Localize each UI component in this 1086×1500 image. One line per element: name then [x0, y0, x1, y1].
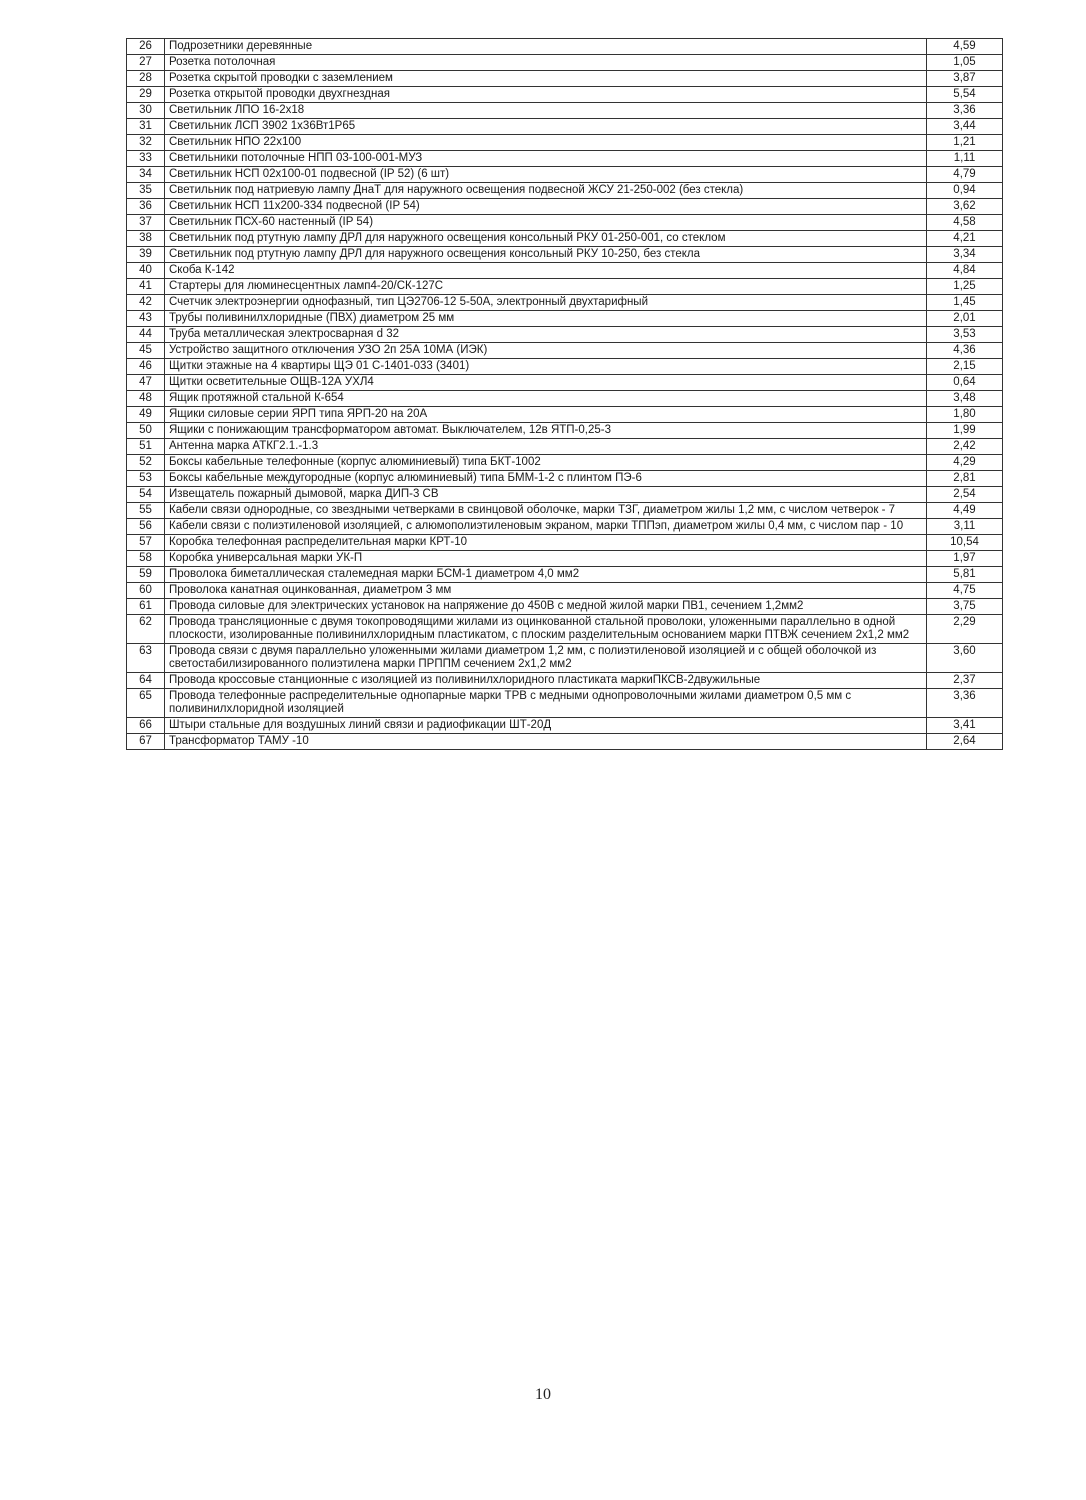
table-row: [127, 615, 1003, 644]
item-name: Розетка скрытой проводки с заземлением: [165, 71, 927, 87]
item-value: 3,11: [927, 519, 1003, 535]
table-row: [127, 599, 1003, 615]
row-number: 40: [127, 263, 165, 279]
item-value: 3,75: [927, 599, 1003, 615]
row-number: 27: [127, 55, 165, 71]
row-number: 49: [127, 407, 165, 423]
row-number: 37: [127, 215, 165, 231]
table-row: [127, 295, 1003, 311]
row-number: 51: [127, 439, 165, 455]
item-value: 2,01: [927, 311, 1003, 327]
row-number: 45: [127, 343, 165, 359]
item-name: Боксы кабельные телефонные (корпус алюминиевый) типа БКТ-1002: [165, 455, 927, 471]
item-name: Трубы поливинилхлоридные (ПВХ) диаметром 25 мм: [165, 311, 927, 327]
table-row: [127, 455, 1003, 471]
table-row: [127, 439, 1003, 455]
table-row: [127, 247, 1003, 263]
table-row: [127, 359, 1003, 375]
item-name: Трансформатор ТАМУ -10: [165, 734, 927, 750]
table-row: [127, 215, 1003, 231]
item-value: 4,21: [927, 231, 1003, 247]
table-row: [127, 423, 1003, 439]
item-name: Подрозетники деревянные: [165, 39, 927, 55]
item-name: Ящики силовые серии ЯРП типа ЯРП-20 на 20А: [165, 407, 927, 423]
materials-table: [126, 38, 1003, 750]
item-value: 0,64: [927, 375, 1003, 391]
item-name: Провода трансляционные с двумя токопроводящими жилами из оцинкованной стальной проволоки, уложенными параллельно в одной плоскости, изолированные поливинилхлоридным пластикатом, с плоским разделительным основанием марки ПТВЖ сечением 2х1,2 мм2: [165, 615, 927, 644]
table-row: [127, 734, 1003, 750]
item-value: 0,94: [927, 183, 1003, 199]
row-number: 43: [127, 311, 165, 327]
item-value: 4,49: [927, 503, 1003, 519]
item-name: Провода силовые для электрических установок на напряжение до 450В с медной жилой марки ПВ1, сечением 1,2мм2: [165, 599, 927, 615]
row-number: 36: [127, 199, 165, 215]
row-number: 28: [127, 71, 165, 87]
item-value: 1,97: [927, 551, 1003, 567]
row-number: 34: [127, 167, 165, 183]
row-number: 63: [127, 644, 165, 673]
table-row: [127, 183, 1003, 199]
row-number: 48: [127, 391, 165, 407]
table-row: [127, 673, 1003, 689]
row-number: 38: [127, 231, 165, 247]
row-number: 31: [127, 119, 165, 135]
item-name: Светильник НПО 22х100: [165, 135, 927, 151]
item-value: 2,29: [927, 615, 1003, 644]
materials-table-body: [127, 39, 1003, 750]
table-row: [127, 279, 1003, 295]
item-name: Ящик протяжной стальной К-654: [165, 391, 927, 407]
item-value: 2,54: [927, 487, 1003, 503]
item-name: Кабели связи однородные, со звездными четверками в свинцовой оболочке, марки ТЗГ, диаметром жилы 1,2 мм, с числом четверок - 7: [165, 503, 927, 519]
row-number: 65: [127, 689, 165, 718]
item-name: Ящики с понижающим трансформатором автомат. Выключателем, 12в ЯТП-0,25-3: [165, 423, 927, 439]
row-number: 60: [127, 583, 165, 599]
row-number: 64: [127, 673, 165, 689]
item-value: 3,41: [927, 718, 1003, 734]
row-number: 55: [127, 503, 165, 519]
item-name: Провода телефонные распределительные однопарные марки ТРВ с медными однопроволочными жилами диаметром 0,5 мм с поливинилхлоридной изоляцией: [165, 689, 927, 718]
item-name: Проволока канатная оцинкованная, диаметром 3 мм: [165, 583, 927, 599]
row-number: 42: [127, 295, 165, 311]
item-name: Стартеры для люминесцентных ламп4-20/СК-127С: [165, 279, 927, 295]
item-value: 3,36: [927, 103, 1003, 119]
table-row: [127, 391, 1003, 407]
table-row: [127, 343, 1003, 359]
table-row: [127, 71, 1003, 87]
table-row: [127, 87, 1003, 103]
item-value: 4,79: [927, 167, 1003, 183]
item-value: 2,37: [927, 673, 1003, 689]
table-row: [127, 519, 1003, 535]
table-row: [127, 119, 1003, 135]
table-row: [127, 135, 1003, 151]
table-row: [127, 567, 1003, 583]
row-number: 39: [127, 247, 165, 263]
row-number: 61: [127, 599, 165, 615]
item-name: Розетка потолочная: [165, 55, 927, 71]
item-name: Светильник ПСХ-60 настенный (IP 54): [165, 215, 927, 231]
row-number: 57: [127, 535, 165, 551]
table-row: [127, 551, 1003, 567]
item-value: 1,25: [927, 279, 1003, 295]
item-value: 4,75: [927, 583, 1003, 599]
row-number: 66: [127, 718, 165, 734]
item-name: Проволока биметаллическая сталемедная марки БСМ-1 диаметром 4,0 мм2: [165, 567, 927, 583]
table-row: [127, 167, 1003, 183]
item-name: Извещатель пожарный дымовой, марка ДИП-3 СВ: [165, 487, 927, 503]
item-value: 4,29: [927, 455, 1003, 471]
item-name: Провода кроссовые станционные с изоляцией из поливинилхлоридного пластиката маркиПКСВ-2двужильные: [165, 673, 927, 689]
item-name: Светильники потолочные НПП 03-100-001-МУЗ: [165, 151, 927, 167]
table-row: [127, 471, 1003, 487]
item-value: 1,80: [927, 407, 1003, 423]
item-value: 1,21: [927, 135, 1003, 151]
item-name: Светильник ЛСП 3902 1х36Вт1Р65: [165, 119, 927, 135]
item-name: Провода связи с двумя параллельно уложенными жилами диаметром 1,2 мм, с полиэтиленовой изоляцией и с общей оболочкой из светостабилизированного полиэтилена марки ПРППМ сечением 2х1,2 мм2: [165, 644, 927, 673]
item-value: 3,48: [927, 391, 1003, 407]
row-number: 46: [127, 359, 165, 375]
row-number: 29: [127, 87, 165, 103]
item-value: 3,34: [927, 247, 1003, 263]
row-number: 50: [127, 423, 165, 439]
item-value: 3,87: [927, 71, 1003, 87]
item-name: Розетка открытой проводки двухгнездная: [165, 87, 927, 103]
item-value: 3,53: [927, 327, 1003, 343]
item-name: Устройство защитного отключения УЗО 2п 25А 10МА (ИЭК): [165, 343, 927, 359]
item-name: Щитки осветительные ОЩВ-12А УХЛ4: [165, 375, 927, 391]
item-value: 2,64: [927, 734, 1003, 750]
item-value: 5,81: [927, 567, 1003, 583]
item-name: Светильник ЛПО 16-2х18: [165, 103, 927, 119]
table-row: [127, 487, 1003, 503]
item-name: Антенна марка АТКГ2.1.-1.3: [165, 439, 927, 455]
document-sheet: [126, 38, 1002, 750]
row-number: 41: [127, 279, 165, 295]
item-value: 4,84: [927, 263, 1003, 279]
table-row: [127, 55, 1003, 71]
row-number: 33: [127, 151, 165, 167]
table-row: [127, 375, 1003, 391]
item-value: 5,54: [927, 87, 1003, 103]
item-name: Светильник под ртутную лампу ДРЛ для наружного освещения консольный РКУ 10-250, без стекла: [165, 247, 927, 263]
item-value: 2,42: [927, 439, 1003, 455]
item-value: 10,54: [927, 535, 1003, 551]
row-number: 59: [127, 567, 165, 583]
table-row: [127, 103, 1003, 119]
item-value: 3,44: [927, 119, 1003, 135]
table-row: [127, 39, 1003, 55]
table-row: [127, 199, 1003, 215]
item-value: 1,45: [927, 295, 1003, 311]
item-name: Кабели связи с полиэтиленовой изоляцией, с алюмополиэтиленовым экраном, марки ТППэп, диаметром жилы 0,4 мм, с числом пар - 10: [165, 519, 927, 535]
item-value: 4,58: [927, 215, 1003, 231]
row-number: 54: [127, 487, 165, 503]
row-number: 30: [127, 103, 165, 119]
table-row: [127, 327, 1003, 343]
item-value: 4,59: [927, 39, 1003, 55]
item-name: Коробка универсальная марки УК-П: [165, 551, 927, 567]
item-value: 2,81: [927, 471, 1003, 487]
item-name: Светильник под ртутную лампу ДРЛ для наружного освещения консольный РКУ 01-250-001, со стеклом: [165, 231, 927, 247]
item-value: 1,99: [927, 423, 1003, 439]
page-number: 10: [535, 1386, 551, 1403]
table-row: [127, 231, 1003, 247]
table-row: [127, 535, 1003, 551]
table-row: [127, 689, 1003, 718]
item-value: 4,36: [927, 343, 1003, 359]
item-name: Труба металлическая электросварная d 32: [165, 327, 927, 343]
item-name: Светильник НСП 11х200-334 подвесной (IP 54): [165, 199, 927, 215]
row-number: 58: [127, 551, 165, 567]
item-value: 2,15: [927, 359, 1003, 375]
item-name: Коробка телефонная распределительная марки КРТ-10: [165, 535, 927, 551]
row-number: 67: [127, 734, 165, 750]
item-name: Скоба К-142: [165, 263, 927, 279]
row-number: 32: [127, 135, 165, 151]
table-row: [127, 718, 1003, 734]
row-number: 53: [127, 471, 165, 487]
item-value: 3,62: [927, 199, 1003, 215]
table-row: [127, 583, 1003, 599]
item-name: Светильник НСП 02х100-01 подвесной (IP 52) (6 шт): [165, 167, 927, 183]
item-name: Штыри стальные для воздушных линий связи и радиофикации ШТ-20Д: [165, 718, 927, 734]
table-row: [127, 151, 1003, 167]
row-number: 52: [127, 455, 165, 471]
table-row: [127, 644, 1003, 673]
table-row: [127, 407, 1003, 423]
row-number: 62: [127, 615, 165, 644]
row-number: 35: [127, 183, 165, 199]
item-value: 3,36: [927, 689, 1003, 718]
table-row: [127, 263, 1003, 279]
item-name: Светильник под натриевую лампу ДнаТ для наружного освещения подвесной ЖСУ 21-250-002 (без стекла): [165, 183, 927, 199]
item-name: Счетчик электроэнергии однофазный, тип ЦЭ2706-12 5-50А, электронный двухтарифный: [165, 295, 927, 311]
table-row: [127, 311, 1003, 327]
item-value: 1,05: [927, 55, 1003, 71]
table-row: [127, 503, 1003, 519]
item-value: 3,60: [927, 644, 1003, 673]
item-value: 1,11: [927, 151, 1003, 167]
row-number: 56: [127, 519, 165, 535]
row-number: 26: [127, 39, 165, 55]
item-name: Щитки этажные на 4 квартиры ЩЭ 01 С-1401-033 (3401): [165, 359, 927, 375]
row-number: 47: [127, 375, 165, 391]
item-name: Боксы кабельные междугородные (корпус алюминиевый) типа БММ-1-2 с плинтом ПЭ-6: [165, 471, 927, 487]
row-number: 44: [127, 327, 165, 343]
